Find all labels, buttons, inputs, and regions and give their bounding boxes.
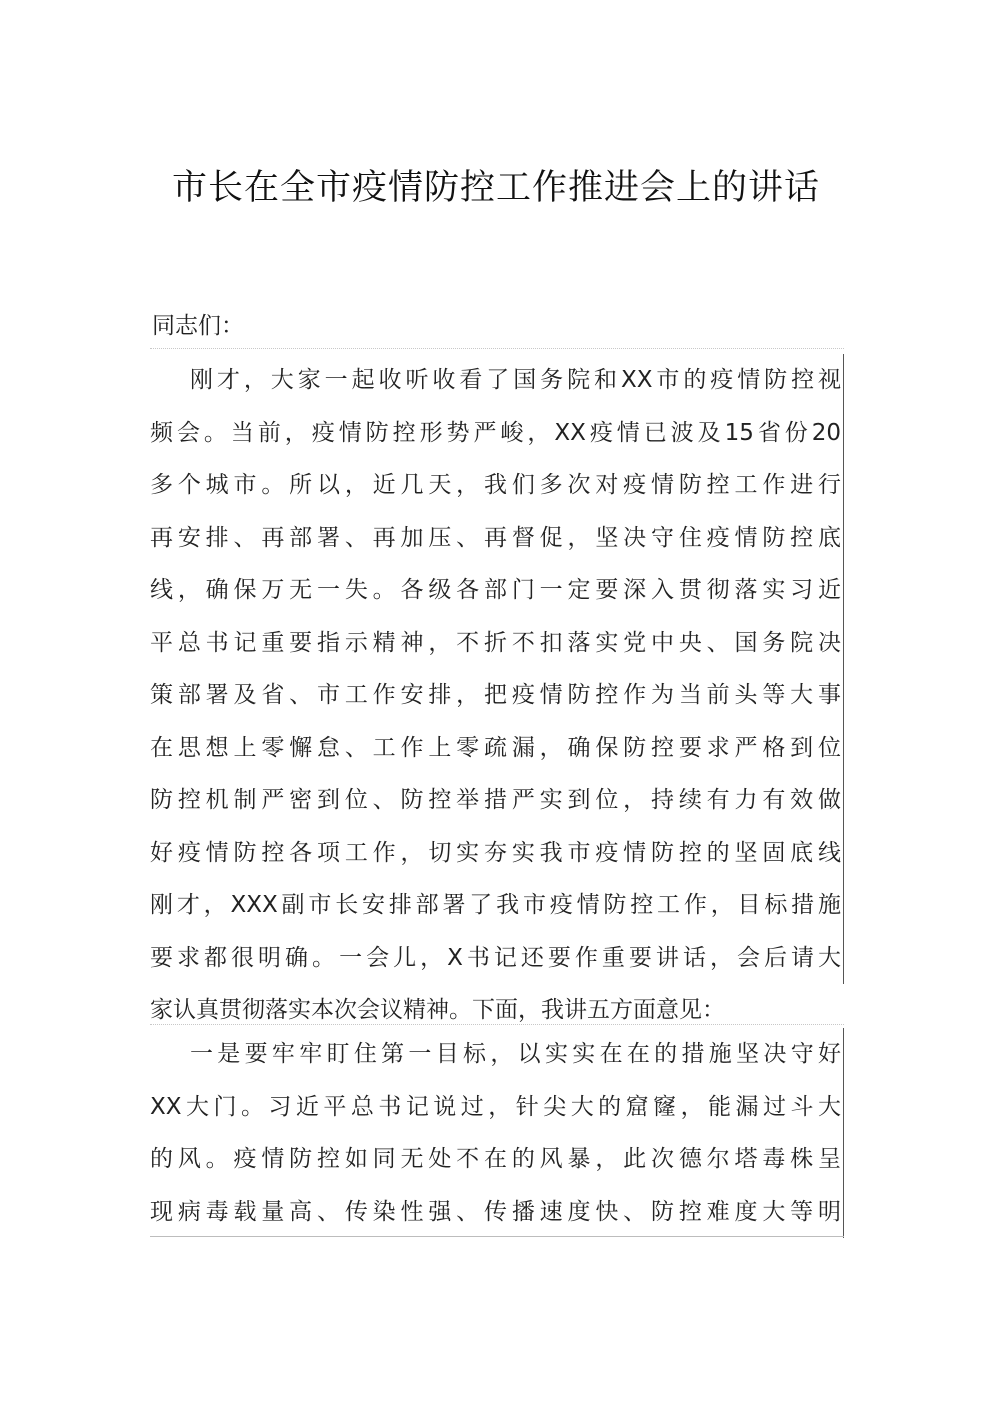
text-line: 再安排、再部署、再加压、再督促，坚决守住疫情防控底 <box>150 512 844 565</box>
text-line: 家认真贯彻落实本次会议精神。下面，我讲五方面意见： <box>150 997 725 1023</box>
document-title: 市长在全市疫情防控工作推进会上的讲话 <box>171 168 820 208</box>
text-line: 一是要牢牢盯住第一目标，以实实在在的措施坚决守好 <box>150 1028 844 1081</box>
paragraph-2 <box>150 1028 844 1238</box>
text-line: 多个城市。所以，近几天，我们多次对疫情防控工作进行 <box>150 459 844 512</box>
text-line: 刚才，XXX副市长安排部署了我市疫情防控工作，目标措施 <box>150 879 844 932</box>
text-line: 平总书记重要指示精神，不折不扣落实党中央、国务院决 <box>150 617 844 670</box>
text-line: 要求都很明确。一会儿，X书记还要作重要讲话，会后请大 <box>150 932 844 985</box>
text-line: XX大门。习近平总书记说过，针尖大的窟窿，能漏过斗大 <box>150 1081 844 1134</box>
text-line: 现病毒载量高、传染性强、传播速度快、防控难度大等明 <box>150 1186 844 1239</box>
text-line: 在思想上零懈怠、工作上零疏漏，确保防控要求严格到位 <box>150 722 844 775</box>
separator-rule <box>150 348 844 349</box>
separator-rule <box>150 1236 844 1237</box>
text-line: 线，确保万无一失。各级各部门一定要深入贯彻落实习近 <box>150 564 844 617</box>
text-line: 防控机制严密到位、防控举措严实到位，持续有力有效做 <box>150 774 844 827</box>
text-line: 刚才，大家一起收听收看了国务院和XX市的疫情防控视 <box>150 354 844 407</box>
text-line: 策部署及省、市工作安排，把疫情防控作为当前头等大事 <box>150 669 844 722</box>
text-line: 好疫情防控各项工作，切实夯实我市疫情防控的坚固底线 <box>150 827 844 880</box>
separator-rule <box>150 1024 844 1025</box>
text-line: 频会。当前，疫情防控形势严峻，XX疫情已波及15省份20 <box>150 407 844 460</box>
paragraph-1 <box>150 354 844 1037</box>
salutation: 同志们： <box>152 313 244 339</box>
text-line: 的风。疫情防控如同无处不在的风暴，此次德尔塔毒株呈 <box>150 1133 844 1186</box>
